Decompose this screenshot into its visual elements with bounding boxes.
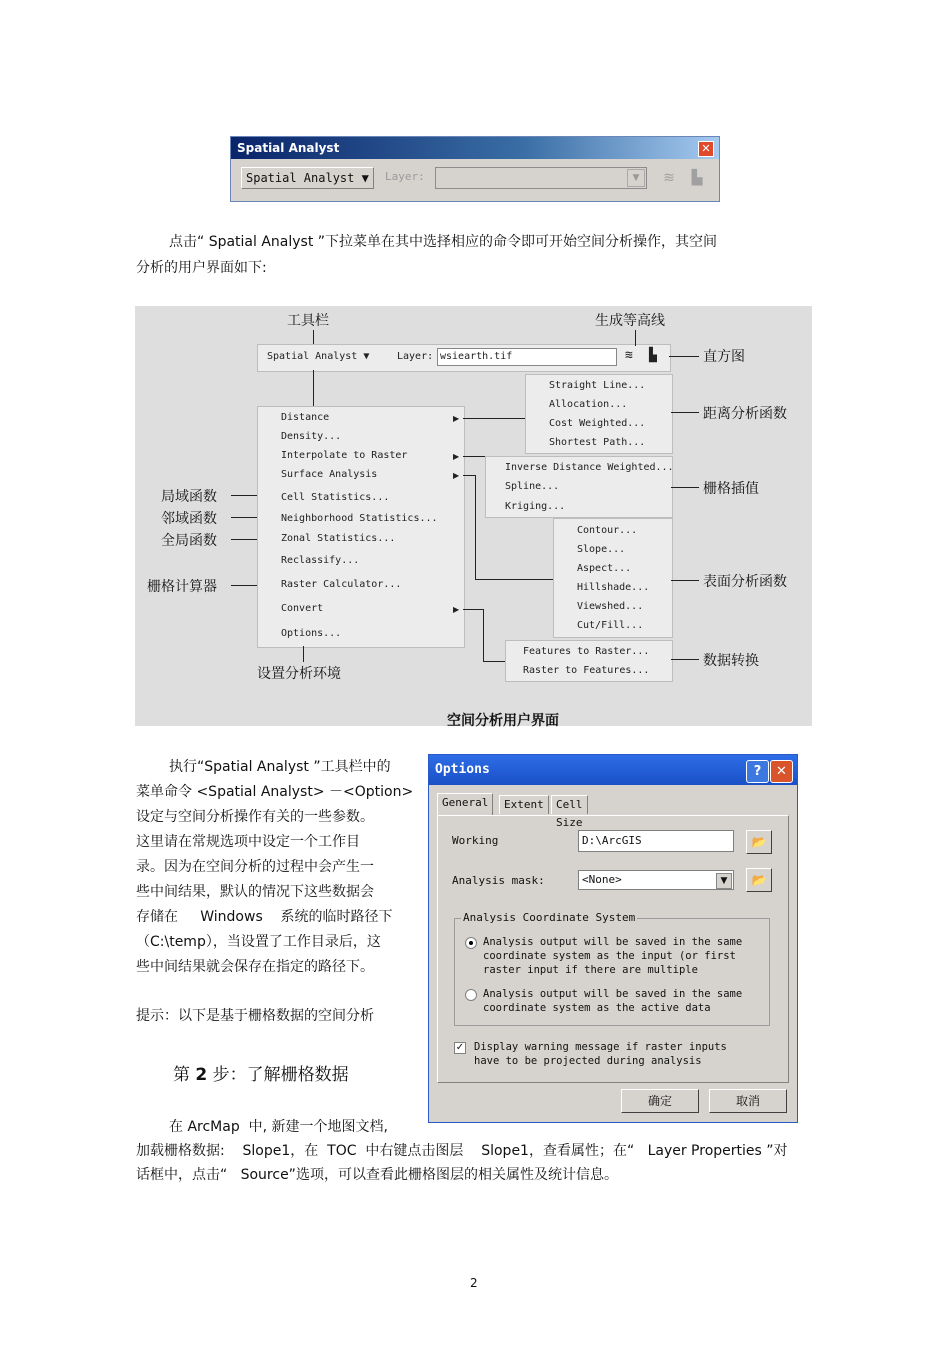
folder-open-icon[interactable]: 📂 [746, 830, 772, 854]
menu-item-neighborhood: Neighborhood Statistics... [281, 513, 438, 524]
tab-general[interactable]: General [437, 793, 493, 815]
figure-layer-value: wsiearth.tif [437, 348, 617, 366]
submenu-arrow-icon: ▶ [453, 605, 460, 614]
connector-line [475, 579, 553, 580]
dialog-title: Options [429, 755, 797, 785]
annotation-local: 局域函数 [161, 489, 217, 505]
page-number: 2 [470, 1276, 478, 1290]
general-tab-panel [437, 815, 789, 1083]
menu-item-interpolate: Interpolate to Raster [281, 450, 408, 461]
folder-open-icon[interactable]: 📂 [746, 868, 772, 892]
connector-line [483, 661, 505, 662]
cancel-button[interactable]: 取消 [709, 1089, 787, 1113]
connector-line [463, 456, 485, 457]
connector-line [231, 495, 257, 496]
close-button[interactable]: ✕ [770, 760, 793, 783]
analysis-mask-select[interactable]: <None> [578, 870, 734, 890]
menu-item-kriging: Kriging... [505, 501, 566, 512]
paragraph-2-line-2: 菜单命令 <Spatial Analyst> －<Option> [136, 784, 414, 800]
submenu-arrow-icon: ▶ [453, 452, 460, 461]
working-input[interactable]: D:\ArcGIS [578, 830, 734, 852]
connector-line [671, 487, 699, 488]
tab-cell-size[interactable]: Cell Size [551, 795, 588, 814]
connector-line [671, 659, 699, 660]
contour-icon[interactable]: ≋ [663, 170, 675, 186]
group-title: Analysis Coordinate System [463, 911, 636, 924]
paragraph-2-line-5: 录。因为在空间分析的过程中会产生一 [136, 859, 374, 875]
paragraph-2-line-7: 存储在 Windows 系统的临时路径下 [136, 909, 393, 925]
connector-line [463, 418, 525, 419]
step-suffix: 步：了解栅格数据 [207, 1065, 349, 1085]
ok-button[interactable]: 确定 [621, 1089, 699, 1113]
submenu-arrow-icon: ▶ [453, 471, 460, 480]
menu-item-contour: Contour... [577, 525, 638, 536]
connector-line [313, 370, 314, 406]
menu-item-reclassify: Reclassify... [281, 555, 360, 566]
working-label: Working [452, 834, 499, 847]
chevron-down-icon[interactable]: ▼ [627, 169, 645, 187]
menu-item-slope: Slope... [577, 544, 626, 555]
connector-line [483, 609, 484, 661]
paragraph-2-line-4: 这里请在常规选项中设定一个工作目 [136, 834, 360, 850]
step-number: 2 [195, 1065, 208, 1085]
menu-item-zonal: Zonal Statistics... [281, 533, 396, 544]
menu-item-convert: Convert [281, 603, 324, 614]
connector-line [231, 517, 257, 518]
paragraph-1-line-2: 分析的用户界面如下: [136, 260, 267, 276]
options-dialog [428, 754, 798, 1123]
annotation-contour: 生成等高线 [595, 313, 665, 329]
help-button[interactable]: ? [746, 760, 769, 783]
layer-select[interactable] [435, 167, 647, 189]
paragraph-3-line-3: 话框中，点击“ Source”选项，可以查看此栅格图层的相关属性及统计信息。 [136, 1167, 618, 1183]
menu-item-shortest-path: Shortest Path... [549, 437, 646, 448]
spatial-analyst-menu-button[interactable]: Spatial Analyst ▼ [241, 167, 374, 189]
connector-line [463, 609, 483, 610]
menu-item-density: Density... [281, 431, 342, 442]
annotation-neighborhood: 邻域函数 [161, 511, 217, 527]
paragraph-3-line-1: 在 ArcMap 中, 新建一个地图文档, [169, 1119, 388, 1135]
paragraph-2-line-6: 些中间结果，默认的情况下这些数据会 [136, 884, 374, 900]
spatial-analyst-toolbar [230, 136, 720, 202]
tab-extent[interactable]: Extent [499, 795, 549, 814]
annotation-raster-calc: 栅格计算器 [147, 579, 217, 595]
menu-item-straight-line: Straight Line... [549, 380, 646, 391]
menu-item-hillshade: Hillshade... [577, 582, 650, 593]
menu-item-raster-to-features: Raster to Features... [523, 665, 650, 676]
connector-line [231, 539, 257, 540]
paragraph-1-line-1: 点击“ Spatial Analyst ”下拉菜单在其中选择相应的命令即可开始空间分析操作，其空间 [169, 234, 718, 250]
paragraph-2-line-3: 设定与空间分析操作有关的一些参数。 [136, 809, 374, 825]
paragraph-2-line-8: （C:\temp），当设置了工作目录后，这 [136, 934, 381, 950]
connector-line [635, 330, 636, 346]
annotation-env: 设置分析环境 [257, 666, 341, 682]
menu-item-viewshed: Viewshed... [577, 601, 644, 612]
submenu-arrow-icon: ▶ [453, 414, 460, 423]
hint-text: 提示：以下是基于栅格数据的空间分析 [136, 1008, 374, 1024]
step-heading [173, 1060, 349, 1085]
chevron-down-icon[interactable]: ▼ [716, 873, 732, 889]
option-same-as-active-text: Analysis output will be saved in the same coordinate system as the active data [483, 988, 743, 1014]
connector-line [671, 412, 699, 413]
connector-line [463, 475, 475, 476]
menu-item-distance: Distance [281, 412, 330, 423]
spatial-analyst-ui-figure [135, 306, 812, 729]
menu-item-options: Options... [281, 628, 342, 639]
figure-caption: 空间分析用户界面 [447, 713, 559, 729]
option-same-as-input-text: Analysis output will be saved in the same coordinate system as the input (or first raster input if there are multiple [483, 936, 743, 976]
menu-item-surface: Surface Analysis [281, 469, 378, 480]
connector-line [671, 580, 699, 581]
paragraph-3-line-2: 加载栅格数据: Slope1，在 TOC 中右键点击图层 Slope1，查看属性；在“ Layer Properties ”对 [136, 1143, 788, 1159]
histogram-icon[interactable]: ▙ [691, 170, 703, 186]
connector-line [475, 475, 476, 579]
menu-item-cell-stats: Cell Statistics... [281, 492, 390, 503]
radio-same-as-active[interactable] [465, 989, 477, 1001]
radio-same-as-input[interactable] [465, 937, 477, 949]
annotation-global: 全局函数 [161, 533, 217, 549]
close-icon[interactable]: ✕ [698, 141, 714, 157]
menu-item-raster-calc: Raster Calculator... [281, 579, 402, 590]
menu-item-aspect: Aspect... [577, 563, 632, 574]
menu-item-cutfill: Cut/Fill... [577, 620, 644, 631]
warning-checkbox[interactable]: ✓ [455, 1042, 465, 1053]
connector-line [231, 585, 257, 586]
connector-line [313, 330, 314, 344]
analysis-mask-label: Analysis mask: [452, 874, 545, 887]
figure-toolbar-menu: Spatial Analyst ▼ [267, 351, 370, 362]
layer-label: Layer: [385, 170, 425, 183]
contour-icon: ≋ [625, 348, 633, 363]
menu-item-idw: Inverse Distance Weighted... [505, 462, 674, 473]
annotation-histogram: 直方图 [703, 349, 745, 365]
annotation-distance: 距离分析函数 [703, 406, 787, 422]
menu-item-spline: Spline... [505, 481, 560, 492]
step-prefix: 第 [173, 1065, 196, 1085]
figure-layer-label: Layer: [397, 351, 434, 362]
coordinate-system-group [454, 911, 770, 1026]
annotation-interp: 栅格插值 [703, 481, 759, 497]
paragraph-2-line-1: 执行“Spatial Analyst ”工具栏中的 [169, 759, 391, 775]
toolbar-title: Spatial Analyst [231, 137, 719, 159]
annotation-toolbar: 工具栏 [287, 313, 329, 329]
menu-item-allocation: Allocation... [549, 399, 628, 410]
warning-checkbox-label: Display warning message if raster inputs have to be projected during analysis [474, 1041, 727, 1067]
connector-line [669, 356, 699, 357]
menu-item-features-to-raster: Features to Raster... [523, 646, 650, 657]
histogram-icon: ▙ [649, 348, 657, 363]
annotation-convert: 数据转换 [703, 653, 759, 669]
paragraph-2-line-9: 些中间结果就会保存在指定的路径下。 [136, 959, 374, 975]
connector-line [303, 646, 304, 662]
menu-item-cost-weighted: Cost Weighted... [549, 418, 646, 429]
annotation-surface: 表面分析函数 [703, 574, 787, 590]
